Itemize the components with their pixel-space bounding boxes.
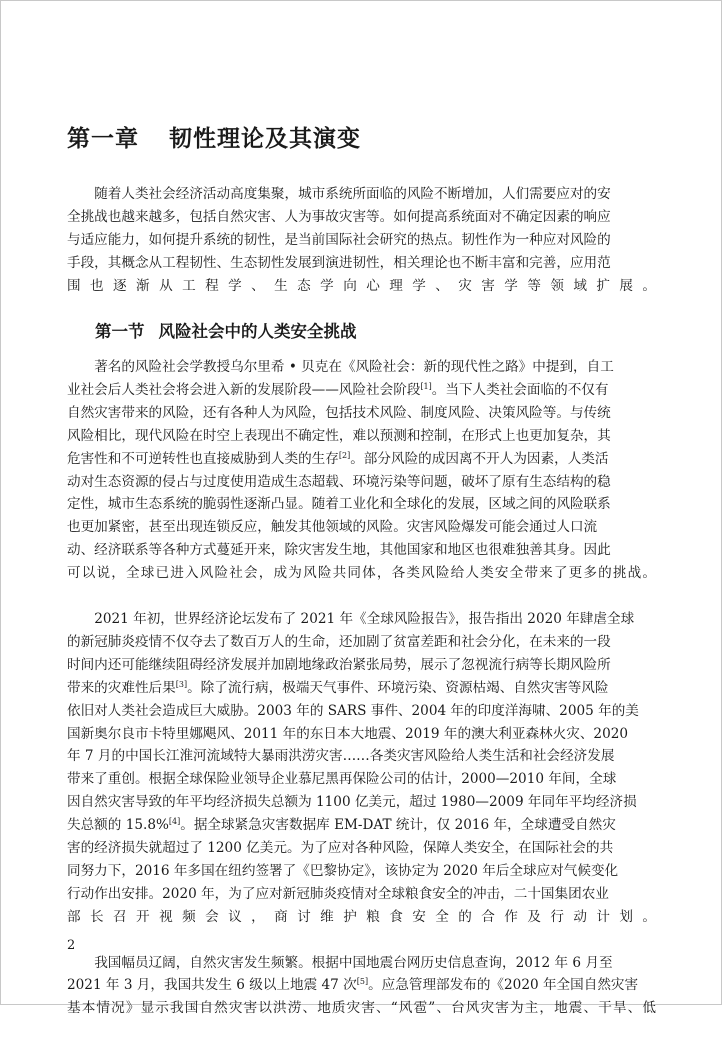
body-block <box>67 356 656 1043</box>
intro-block <box>67 183 656 320</box>
text-segment: 。据全球紧急灾害数据库 EM-DAT 统计，仅 2016 年，全球遭受自然灾 害的经济损失就超过了 1200 亿美元。为了应对各种风险，保障人类安全，在国际社会的共 同努力下，2016 年多国在纽约签署了《巴黎协定》，该协定为 2020 年后全球应对气候变化 行动作出安排。2020 年，为了应对新冠肺炎疫情对全球粮食安全的冲击，二十国集团农业 部长召开视频会议，商讨维护粮食安全的合作及行动计划。 <box>67 817 656 925</box>
chapter-title <box>67 120 361 153</box>
citation-ref: [5] <box>356 977 369 987</box>
citation-ref: [2] <box>338 450 351 460</box>
section-number: 第一节 <box>95 322 145 341</box>
text-segment: 我国幅员辽阔，自然灾害发生频繁。根据中国地震台网历史信息查询，2012 年 6 月至 2021 年 3 月，我国共发生 6 级以上地震 47 次 <box>67 954 613 994</box>
chapter-number: 第一章 <box>67 126 139 152</box>
citation-ref: [4] <box>168 816 181 826</box>
text-segment: 著名的风险社会学教授乌尔里希 • 贝克在《风险社会：新的现代性之路》中提到，自工 业社会后人类社会将会进入新的发展阶段——风险社会阶段 <box>67 359 614 398</box>
text-segment: 。当下人类社会面临的不仅有 自然灾害带来的风险，还有各种人为风险，包括技术风险、制度风险、决策风险等。与传统 风险相比，现代风险在时空上表现出不确定性，难以预测和控制，在形式上也更加复杂，其 危害性和不可逆转性也直接威胁到人类的生存 <box>67 381 611 467</box>
body-paragraph <box>67 608 656 952</box>
body-paragraph <box>67 952 656 1043</box>
intro-paragraph: 随着人类社会经济活动高度集聚，城市系统所面临的风险不断增加，人们需要应对的安 全挑战也越来越多，包括自然灾害、人为事故灾害等。如何提高系统面对不确定因素的响应 与适应能力，如何提升系统的韧性，是当前国际社会研究的热点。韧性作为一种应对风险的 手段，其概念从工程韧性、生态韧性发展到演进韧性，相关理论也不断丰富和完善，应用范 围也逐渐从工程学、生态学向心理学、灾害学等领域扩展。 <box>67 186 656 294</box>
section-name: 风险社会中的人类安全挑战 <box>158 322 357 341</box>
text-segment: 。除了流行病，极端天气事件、环境污染、资源枯竭、自然灾害等风险 依旧对人类社会造成巨大威胁。2003 年的 SARS 事件、2004 年的印度洋海啸、2005 年的美 国新奥尔良市卡特里娜飓风、2011 年的东日本大地震、2019 年的澳大利亚森林火灾、2020 年 7 月的中国长江淮河流域特大暴雨洪涝灾害……各类灾害风险给人类生活和社会经济发展 带来了重创。根据全球保险业领导企业慕尼黑再保险公司的估计，2000—2010 年间，全球 因自然灾害导致的年平均经济损失总额为 1100 亿美元，超过 1980—2009 年同年平均经济损 失总额的 15.8% <box>67 679 639 834</box>
citation-ref: [3] <box>175 679 188 689</box>
section-title <box>95 318 357 342</box>
chapter-name: 韧性理论及其演变 <box>169 126 361 152</box>
citation-ref: [1] <box>420 381 432 391</box>
page-number: 2 <box>67 938 76 953</box>
text-segment: 。应急管理部发布的《2020 年全国自然灾害 基本情况》显示我国自然灾害以洪涝、地质灾害、“风雹”、台风灾害为主，地震、干旱、低 <box>67 977 656 1017</box>
text-segment: 2021 年初，世界经济论坛发布了 2021 年《全球风险报告》，报告指出 2020 年肆虐全球 的新冠肺炎疫情不仅夺去了数百万人的生命，还加剧了贫富差距和社会分化，在未来的一段 时间内还可能继续阻碍经济发展并加剧地缘政治紧张局势，展示了忽视流行病等长期风险所 带来的灾难性后果 <box>67 610 635 696</box>
text-segment: 。部分风险的成因离不开人为因素，人类活 动对生态资源的侵占与过度使用造成生态超载、环境污染等问题，破坏了原有生态结构的稳 定性，城市生态系统的脆弱性逐渐凸显。随着工业化和全球化的发展，区域之间的风险联系 也更加紧密，甚至出现连锁反应，触发其他领域的风险。灾害风险爆发可能会通过人口流 动、经济联系等各种方式蔓延开来，除灾害发生地，其他国家和地区也很难独善其身。因此 可以说，全球已进入风险社会，成为风险共同体，各类风险给人类安全带来了更多的挑战。 <box>67 450 656 582</box>
body-paragraph <box>67 356 656 608</box>
